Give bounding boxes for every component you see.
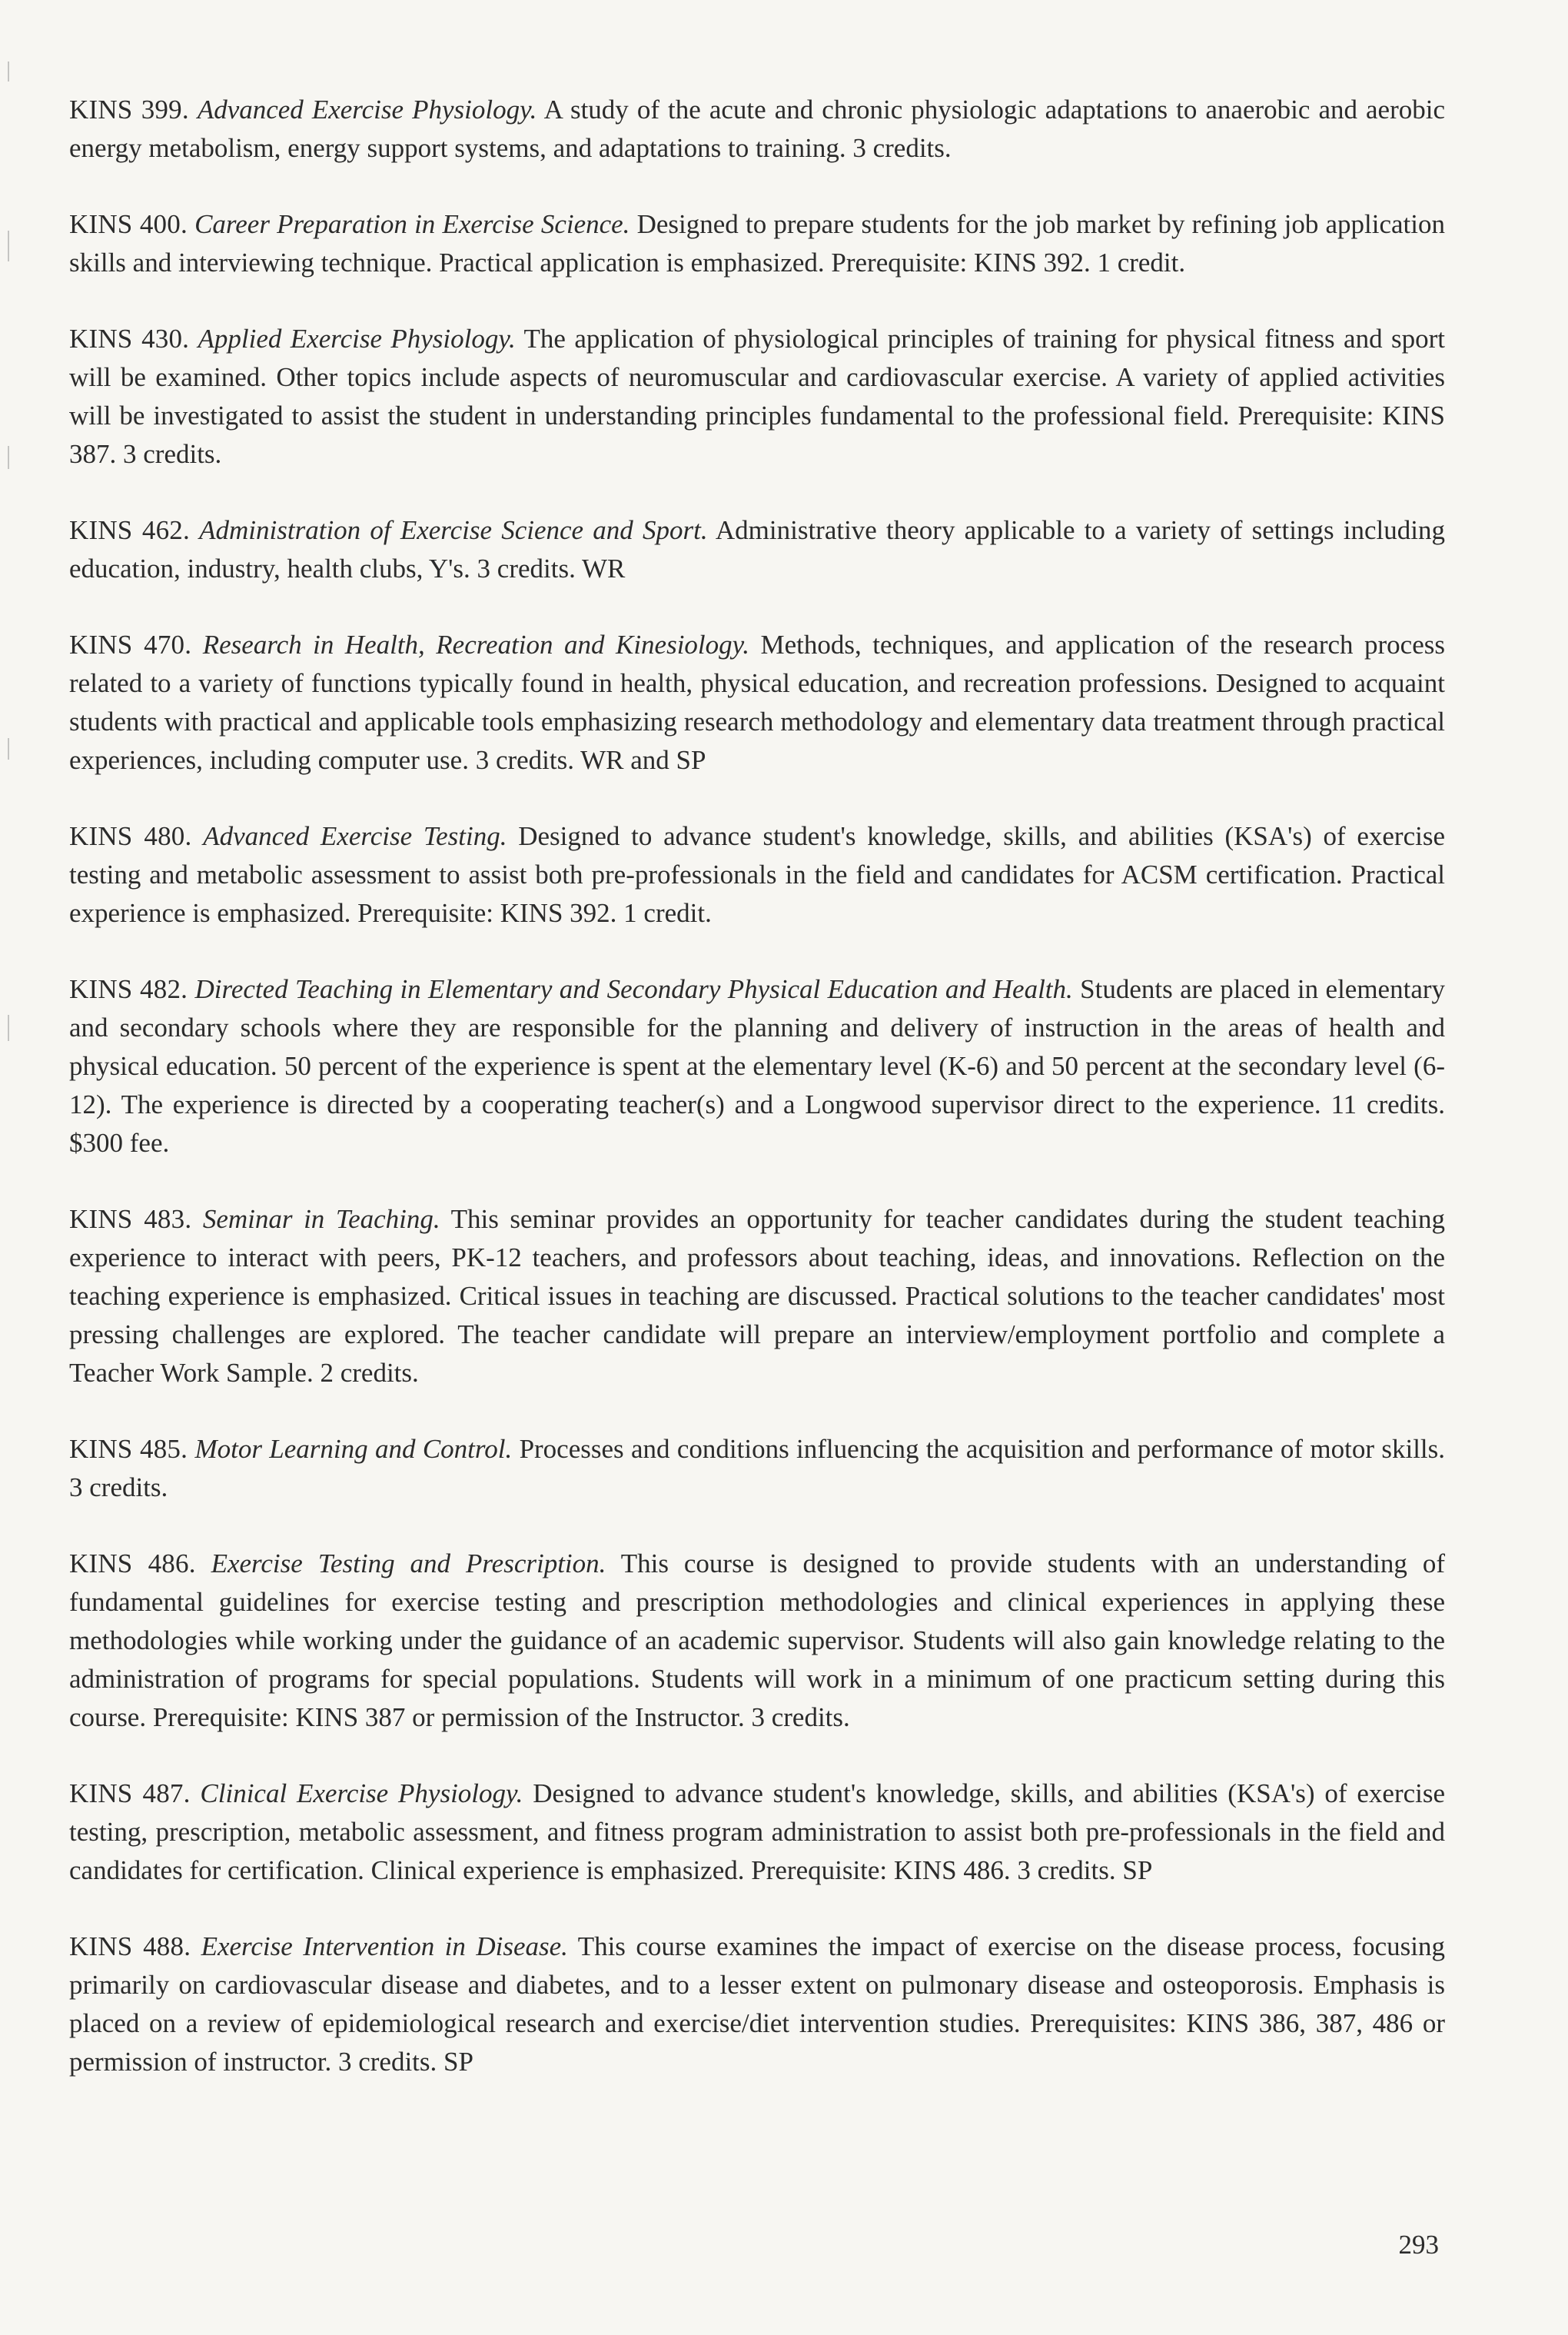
course-entry-kins-480 bbox=[69, 817, 1445, 933]
course-description: Administrative theory applicable to a variety of settings including education, industry, health clubs, Y's. 3 credits. WR bbox=[69, 515, 1445, 584]
course-description: Designed to advance student's knowledge, skills, and abilities (KSA's) of exercise testing, prescription, metabolic assessment, and fitness program administration to assist both pre-professionals in the field and candidates for certification. Clinical experience is emphasized. Prerequisite: KINS 486. 3 credits. SP bbox=[69, 1778, 1446, 1885]
course-entry-kins-470 bbox=[69, 626, 1445, 780]
course-title: Advanced Exercise Physiology. bbox=[197, 95, 537, 125]
course-entry-kins-483 bbox=[69, 1200, 1445, 1392]
course-title: Clinical Exercise Physiology. bbox=[200, 1778, 523, 1808]
course-description: This course is designed to provide students with an understanding of fundamental guidelines for exercise testing and prescription methodologies and clinical experiences in applying these methodologies while working under the guidance of an academic supervisor. Students will also gain knowledge relating to the administration of programs for special populations. Students will work in a minimum of one practicum setting during this course. Prerequisite: KINS 387 or permission of the Instructor. 3 credits. bbox=[69, 1548, 1445, 1732]
course-entry-kins-486 bbox=[69, 1545, 1445, 1737]
course-code: KINS 487. bbox=[69, 1778, 191, 1808]
course-code: KINS 470. bbox=[69, 630, 192, 660]
course-code: KINS 399. bbox=[69, 95, 189, 125]
course-description: This seminar provides an opportunity for teacher candidates during the student teaching experience to interact with peers, PK-12 teachers, and professors about teaching, ideas, and innovations. Reflection on the teaching experience is emphasized. Critical issues in teaching are discussed. Practical solutions to the teacher candidates' most pressing challenges are explored. The teacher candidate will prepare an interview/employment portfolio and complete a Teacher Work Sample. 2 credits. bbox=[69, 1204, 1445, 1388]
course-entry-kins-488 bbox=[69, 1928, 1445, 2081]
course-title: Administration of Exercise Science and Sport. bbox=[199, 515, 708, 545]
course-entry-kins-400 bbox=[69, 205, 1445, 282]
course-description: The application of physiological principles of training for physical fitness and sport will be examined. Other topics include aspects of neuromuscular and cardiovascular exercise. A variety of applied activities will be investigated to assist the student in understanding principles fundamental to the professional field. Prerequisite: KINS 387. 3 credits. bbox=[69, 324, 1445, 469]
course-code: KINS 400. bbox=[69, 209, 188, 239]
course-title: Applied Exercise Physiology. bbox=[198, 324, 516, 354]
page-number: 293 bbox=[1398, 2230, 1439, 2260]
course-entry-kins-482 bbox=[69, 970, 1445, 1163]
course-title: Exercise Testing and Prescription. bbox=[211, 1548, 606, 1578]
course-entry-kins-399 bbox=[69, 91, 1445, 168]
course-code: KINS 488. bbox=[69, 1931, 191, 1961]
course-description: Students are placed in elementary and secondary schools where they are responsible for the planning and delivery of instruction in the areas of health and physical education. 50 percent of the experience is spent at the elementary level (K-6) and 50 percent at the secondary level (6-12). The experience is directed by a cooperating teacher(s) and a Longwood supervisor direct to the experience. 11 credits. $300 fee. bbox=[69, 974, 1446, 1158]
course-title: Motor Learning and Control. bbox=[194, 1434, 513, 1464]
course-list bbox=[69, 91, 1445, 2119]
course-code: KINS 480. bbox=[69, 821, 192, 851]
course-entry-kins-485 bbox=[69, 1430, 1445, 1507]
course-title: Research in Health, Recreation and Kinesiology. bbox=[202, 630, 750, 660]
course-code: KINS 486. bbox=[69, 1548, 196, 1578]
course-title: Career Preparation in Exercise Science. bbox=[194, 209, 630, 239]
scan-margin-marks bbox=[8, 46, 12, 1046]
course-title: Seminar in Teaching. bbox=[202, 1204, 440, 1234]
course-code: KINS 483. bbox=[69, 1204, 192, 1234]
course-code: KINS 430. bbox=[69, 324, 190, 354]
course-description: Processes and conditions influencing the acquisition and performance of motor skills. 3 credits. bbox=[69, 1434, 1446, 1502]
course-title: Directed Teaching in Elementary and Secondary Physical Education and Health. bbox=[194, 974, 1073, 1004]
course-entry-kins-487 bbox=[69, 1775, 1445, 1890]
course-code: KINS 462. bbox=[69, 515, 190, 545]
course-code: KINS 485. bbox=[69, 1434, 188, 1464]
course-title: Advanced Exercise Testing. bbox=[203, 821, 507, 851]
course-description: Methods, techniques, and application of the research process related to a variety of functions typically found in health, physical education, and recreation professions. Designed to acquaint students with practical and applicable tools emphasizing research methodology and elementary data treatment through practical experiences, including computer use. 3 credits. WR and SP bbox=[69, 630, 1445, 775]
course-description: Designed to prepare students for the job market by refining job application skills and interviewing technique. Practical application is emphasized. Prerequisite: KINS 392. 1 credit. bbox=[69, 209, 1445, 278]
course-description: Designed to advance student's knowledge, skills, and abilities (KSA's) of exercise testing and metabolic assessment to assist both pre-professionals in the field and candidates for ACSM certification. Practical experience is emphasized. Prerequisite: KINS 392. 1 credit. bbox=[69, 821, 1445, 928]
course-entry-kins-430 bbox=[69, 320, 1445, 474]
course-title: Exercise Intervention in Disease. bbox=[201, 1931, 568, 1961]
course-entry-kins-462 bbox=[69, 511, 1445, 588]
course-code: KINS 482. bbox=[69, 974, 188, 1004]
course-description: A study of the acute and chronic physiologic adaptations to anaerobic and aerobic energy metabolism, energy support systems, and adaptations to training. 3 credits. bbox=[69, 95, 1446, 163]
course-description: This course examines the impact of exercise on the disease process, focusing primarily on cardiovascular disease and diabetes, and to a lesser extent on pulmonary disease and osteoporosis. Emphasis is placed on a review of epidemiological research and exercise/diet intervention studies. Prerequisites: KINS 386, 387, 486 or permission of instructor. 3 credits. SP bbox=[69, 1931, 1445, 2077]
